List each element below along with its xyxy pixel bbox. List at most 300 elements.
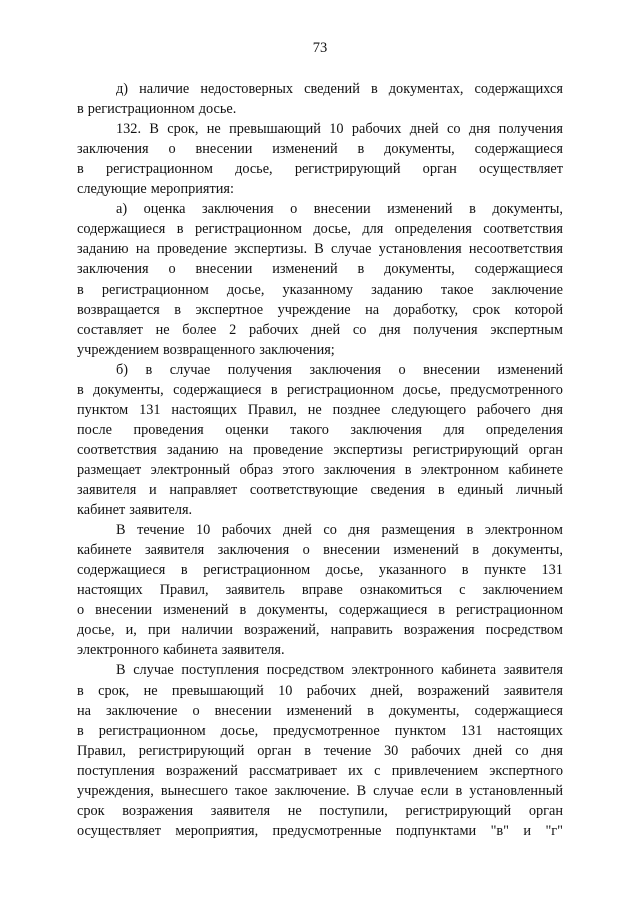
word: в — [304, 742, 311, 759]
word: д) — [116, 81, 129, 97]
word: регистрирующий — [294, 161, 401, 178]
word: досье, — [313, 221, 351, 238]
word: заключения — [201, 201, 274, 218]
word: регистрационном — [194, 221, 302, 238]
word: заявителя — [77, 482, 137, 498]
word: электронном — [484, 522, 563, 539]
word: учреждением — [77, 341, 160, 358]
word: поступления — [181, 662, 260, 679]
word: рабочих — [351, 121, 402, 138]
word: оценки — [225, 421, 269, 438]
word: и — [149, 482, 157, 498]
word: течение — [323, 742, 372, 759]
word: заданию — [77, 241, 129, 258]
word: осуществляет — [77, 822, 161, 839]
text-line — [77, 681, 563, 701]
word: возражений — [417, 682, 490, 699]
word: превышающий — [229, 121, 321, 138]
word: предусмотренное — [273, 722, 380, 739]
word: в — [270, 381, 278, 398]
word: для — [362, 221, 384, 238]
word: досье, — [77, 622, 115, 639]
word: содержащиеся — [77, 221, 166, 238]
text-line — [77, 640, 563, 660]
word: получения — [227, 361, 292, 378]
word: "г" — [545, 822, 563, 839]
word: изменений — [393, 542, 459, 559]
word: поступили, — [319, 802, 388, 819]
text-line — [77, 781, 563, 801]
word: этого — [282, 461, 315, 478]
word: и, — [125, 622, 137, 639]
word: получения — [413, 321, 478, 338]
text-line — [77, 320, 563, 340]
word: в — [437, 482, 445, 498]
word: заключения — [309, 361, 382, 378]
text-line — [77, 139, 563, 159]
word: в — [455, 782, 463, 799]
word: заключения — [77, 141, 149, 158]
text-line — [77, 159, 563, 179]
text-line — [77, 259, 563, 279]
text-line — [77, 340, 563, 360]
word: срок, — [98, 682, 130, 699]
word: заявитель — [225, 582, 285, 599]
word: единый — [457, 482, 504, 498]
word: регистрационном — [87, 101, 195, 118]
word: посредством — [266, 662, 345, 679]
word: определения — [485, 421, 563, 438]
word: о — [192, 702, 200, 719]
word: привлечением — [391, 762, 479, 779]
word: ознакомиться — [359, 582, 443, 599]
word: 132. — [116, 121, 142, 138]
word: дней — [311, 321, 341, 338]
word: случае — [133, 662, 174, 679]
text-line — [116, 360, 563, 380]
word: в — [77, 161, 84, 178]
word: заявителя. — [129, 502, 193, 519]
word: и — [523, 822, 532, 839]
word: рабочих — [248, 321, 299, 338]
word: досье, — [235, 161, 273, 178]
word: пунктом — [394, 722, 446, 739]
word: 131 — [139, 401, 161, 418]
word: оценка — [143, 201, 186, 218]
word: внесении — [323, 542, 381, 559]
word: о — [302, 542, 310, 559]
text-line — [77, 620, 563, 640]
word: которой — [514, 301, 563, 318]
word: настоящих — [497, 722, 563, 739]
word: пунктом — [77, 401, 129, 418]
text-line — [77, 600, 563, 620]
word: "в" — [490, 822, 509, 839]
word: дня — [541, 401, 563, 418]
word: кабинете — [77, 542, 132, 559]
word: учреждение — [277, 301, 351, 318]
word: установленный — [469, 782, 563, 799]
word: в — [176, 221, 184, 238]
word: досье, — [403, 381, 441, 398]
word: электронном — [420, 461, 499, 478]
word: сведений — [304, 81, 360, 97]
word: течение — [137, 522, 185, 539]
text-line — [77, 219, 563, 239]
word: содержащиеся — [338, 602, 428, 619]
word: случае — [373, 782, 414, 799]
word: внесении — [423, 361, 481, 378]
word: такое — [234, 782, 268, 799]
text-line — [116, 79, 563, 99]
word: вправе — [301, 582, 343, 599]
word: настоящих — [77, 582, 143, 599]
word: для — [443, 421, 465, 438]
word: доработку, — [393, 301, 459, 318]
word: электронного — [351, 662, 434, 679]
word: в — [77, 101, 84, 118]
word: Правил, — [247, 401, 297, 418]
word: подпунктами — [395, 822, 477, 839]
word: при — [147, 622, 171, 639]
word: в — [77, 381, 84, 398]
word: срок — [77, 802, 105, 819]
word: дней — [282, 522, 312, 539]
word: 131 — [541, 562, 563, 579]
word: направляет — [169, 482, 238, 498]
word: кабинета — [441, 662, 497, 679]
text-line — [77, 380, 563, 400]
word: не — [287, 802, 302, 819]
word: мероприятия: — [150, 181, 234, 198]
word: орган — [257, 742, 292, 759]
word: в — [367, 702, 374, 719]
word: срок — [472, 301, 501, 318]
word: заявителя — [210, 802, 271, 819]
word: документы, — [492, 542, 563, 559]
word: заключения; — [259, 341, 335, 358]
word: регистрирующий — [138, 742, 245, 759]
word: если — [420, 782, 449, 799]
text-line — [77, 821, 563, 841]
text-line — [77, 239, 563, 259]
word: 10 — [329, 121, 344, 138]
word: со — [515, 742, 529, 759]
word: предусмотренного — [450, 381, 563, 398]
word: 2 — [229, 321, 237, 338]
word: содержащиеся — [77, 562, 166, 579]
word: дней, — [370, 682, 404, 699]
word: личный — [516, 482, 563, 498]
word: заключения — [77, 261, 149, 278]
word: направить — [330, 622, 393, 639]
word: установления — [378, 241, 462, 258]
word: получения — [498, 121, 563, 138]
word: 10 — [278, 682, 293, 699]
word: содержащиеся — [474, 702, 563, 719]
word: документы, — [384, 141, 455, 158]
text-line — [77, 300, 563, 320]
word: В — [314, 241, 324, 258]
text-line — [77, 500, 563, 520]
word: внесении — [195, 141, 253, 158]
word: внесении — [195, 261, 253, 278]
word: заключения — [350, 421, 422, 438]
word: заданию — [371, 281, 423, 298]
word: документы, — [388, 702, 460, 719]
word: заключение. — [274, 782, 350, 799]
word: В — [149, 121, 159, 138]
word: регистрационном — [105, 161, 213, 178]
word: возражений, — [243, 622, 320, 639]
word: дня — [379, 321, 401, 338]
word: возвращается — [77, 301, 160, 318]
word: регистрирующий — [405, 802, 512, 819]
text-line — [77, 761, 563, 781]
word: заявителя — [144, 542, 205, 559]
word: настоящих — [171, 401, 238, 418]
word: проведения — [133, 421, 204, 438]
word: дня — [541, 742, 563, 759]
word: документы, — [93, 381, 164, 398]
word: образ — [239, 461, 274, 478]
word: досье. — [198, 101, 237, 118]
word: такого — [290, 421, 329, 438]
word: недостоверных — [200, 81, 294, 97]
word: в — [357, 141, 365, 158]
word: изменений — [272, 261, 338, 278]
word: содержащиеся — [474, 261, 563, 278]
word: в — [77, 682, 84, 699]
word: возвращенного — [163, 341, 256, 358]
word: заданию — [166, 441, 219, 458]
word: определения — [394, 221, 472, 238]
text-line — [116, 199, 563, 219]
word: на — [77, 702, 91, 719]
word: регистрационном — [286, 381, 394, 398]
word: на — [135, 241, 150, 258]
word: следующие — [77, 181, 147, 198]
word: соответствующие — [249, 482, 358, 498]
word: рабочих — [221, 522, 272, 539]
word: мероприятия, — [175, 822, 259, 839]
text-line — [77, 721, 563, 741]
word: В — [116, 662, 126, 679]
word: на — [365, 301, 380, 318]
word: в — [466, 522, 474, 539]
word: заключением — [482, 582, 563, 599]
word: в — [180, 562, 188, 579]
word: экспертизы — [333, 441, 403, 458]
word: регистрационном — [98, 722, 206, 739]
word: вынесшего — [160, 782, 228, 799]
word: заключение — [106, 702, 178, 719]
word: содержащихся — [474, 81, 563, 97]
word: в — [469, 201, 476, 218]
word: не — [206, 121, 221, 138]
word: заявителя. — [221, 642, 285, 659]
word: в — [357, 261, 365, 278]
word: в — [370, 81, 378, 97]
word: срок, — [167, 121, 199, 138]
word: соответствия — [483, 221, 563, 238]
word: 30 — [383, 742, 399, 759]
text-line — [77, 540, 563, 560]
word: осуществляет — [479, 161, 563, 178]
word: о — [77, 602, 85, 619]
text-line — [77, 99, 563, 119]
word: содержащиеся — [474, 141, 563, 158]
word: заключения — [323, 461, 396, 478]
word: экспертное — [195, 301, 264, 318]
word: случае — [330, 241, 372, 258]
word: в — [438, 602, 446, 619]
text-line — [77, 741, 563, 761]
word: кабинете — [508, 461, 563, 478]
word: внесении — [313, 201, 371, 218]
word: о — [168, 141, 176, 158]
word: Правил, — [159, 582, 209, 599]
word: дней — [409, 121, 439, 138]
word: кабинета — [162, 642, 218, 659]
word: кабинет — [77, 502, 126, 519]
word: со — [447, 121, 461, 138]
word: орган — [528, 802, 563, 819]
word: соответствия — [77, 441, 157, 458]
word: заключение — [491, 281, 563, 298]
word: досье, — [325, 562, 364, 579]
word: на — [228, 441, 243, 458]
text-line — [116, 660, 563, 680]
word: дней — [473, 742, 503, 759]
word: такое — [440, 281, 474, 298]
word: размещения — [381, 522, 456, 539]
word: не — [143, 682, 158, 699]
word: возражения — [403, 622, 475, 639]
word: не — [307, 401, 322, 418]
word: орган — [422, 161, 457, 178]
word: в — [461, 562, 469, 579]
word: в — [77, 281, 84, 298]
word: размещает — [77, 461, 142, 478]
word: заявителя — [503, 662, 563, 679]
text-line — [77, 280, 563, 300]
word: о — [290, 201, 298, 218]
word: досье, — [220, 722, 259, 739]
word: досье, — [226, 281, 265, 298]
word: не — [155, 321, 170, 338]
text-line — [77, 420, 563, 440]
word: орган — [528, 441, 563, 458]
text-line — [116, 520, 563, 540]
word: в — [145, 361, 153, 378]
word: с — [459, 582, 466, 599]
word: б) — [116, 361, 129, 378]
word: регистрационном — [456, 602, 563, 619]
text-line — [77, 560, 563, 580]
word: в — [404, 461, 412, 478]
word: пункте — [484, 562, 526, 579]
word: проведение — [157, 241, 228, 258]
word: более — [182, 321, 217, 338]
text-line — [77, 480, 563, 500]
word: со — [352, 321, 367, 338]
word: позднее — [332, 401, 381, 418]
word: 131 — [460, 722, 483, 739]
word: поступления — [77, 762, 155, 779]
page-number: 73 — [312, 40, 328, 56]
word: документы, — [257, 602, 328, 619]
text-line — [77, 460, 563, 480]
text-line — [77, 440, 563, 460]
word: несоответствия — [468, 241, 563, 258]
word: их — [348, 762, 363, 779]
word: экспертным — [490, 321, 563, 338]
word: возражения — [122, 802, 194, 819]
word: экспертизы. — [234, 241, 308, 258]
text-line — [77, 580, 563, 600]
word: изменений — [286, 702, 353, 719]
word: с — [374, 762, 381, 779]
word: содержащиеся — [173, 381, 262, 398]
text-line — [77, 400, 563, 420]
word: В — [116, 522, 126, 539]
word: рабочих — [306, 682, 357, 699]
word: в — [174, 301, 182, 318]
word: заявителя — [503, 682, 563, 699]
word: случае — [169, 361, 211, 378]
word: изменений — [163, 602, 229, 619]
word: электронного — [77, 642, 159, 659]
word: документах, — [388, 81, 464, 97]
word: а) — [116, 201, 128, 218]
word: Правил, — [77, 742, 126, 759]
word: документы, — [384, 261, 455, 278]
word: наличии — [181, 622, 233, 639]
word: внесении — [95, 602, 153, 619]
word: со — [323, 522, 337, 539]
word: проведение — [253, 441, 324, 458]
word: после — [77, 421, 112, 438]
word: в — [472, 542, 479, 559]
word: рассматривает — [249, 762, 337, 779]
word: изменений — [387, 201, 453, 218]
word: следующего — [391, 401, 466, 418]
word: возражений — [165, 762, 238, 779]
word: дня — [348, 522, 370, 539]
text-line — [77, 801, 563, 821]
word: регистрирующий — [412, 441, 519, 458]
text-line — [77, 179, 563, 199]
text-line — [77, 701, 563, 721]
word: в — [239, 602, 247, 619]
word: изменений — [272, 141, 338, 158]
word: сведения — [370, 482, 426, 498]
word: в — [77, 722, 84, 739]
word: о — [398, 361, 406, 378]
word: составляет — [77, 321, 143, 338]
word: изменений — [497, 361, 563, 378]
word: заключения — [217, 542, 290, 559]
word: наличие — [139, 81, 190, 97]
word: 10 — [196, 522, 211, 539]
word: указанному — [282, 281, 354, 298]
text-line — [116, 119, 563, 139]
word: предусмотренные — [272, 822, 382, 839]
word: посредством — [485, 622, 563, 639]
word: рабочих — [411, 742, 461, 759]
word: регистрационном — [101, 281, 209, 298]
